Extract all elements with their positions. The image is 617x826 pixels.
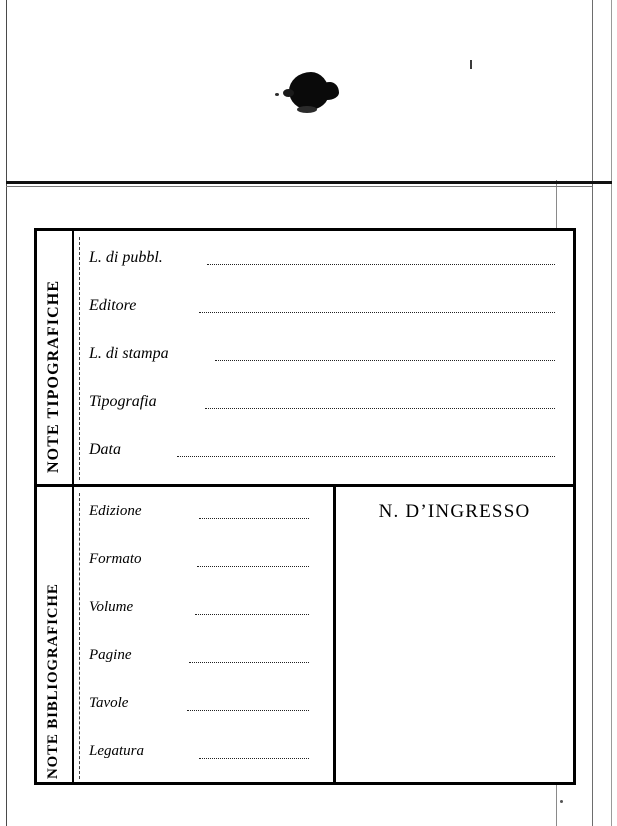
caption-divider-top	[72, 231, 74, 484]
field-row[interactable]	[89, 285, 569, 333]
header-rule-secondary	[6, 186, 592, 187]
field-label: L. di stampa	[89, 345, 169, 362]
field-dotted-line[interactable]	[207, 263, 555, 265]
field-row[interactable]	[89, 589, 329, 637]
speck-icon	[275, 93, 279, 96]
field-label: Editore	[89, 297, 137, 314]
page-edge-right	[592, 0, 593, 826]
field-dotted-line[interactable]	[187, 709, 309, 711]
field-label: Formato	[89, 551, 142, 567]
page-edge-left	[6, 0, 7, 826]
field-dotted-line[interactable]	[215, 359, 555, 361]
field-row[interactable]	[89, 733, 329, 781]
speck-icon	[560, 800, 563, 803]
header-rule	[6, 181, 612, 184]
field-row[interactable]	[89, 541, 329, 589]
catalog-card	[34, 228, 576, 785]
field-row[interactable]	[89, 685, 329, 733]
field-row[interactable]	[89, 333, 569, 381]
field-label: Tipografia	[89, 393, 157, 410]
field-dotted-line[interactable]	[189, 661, 309, 663]
field-label: Volume	[89, 599, 134, 615]
field-label: Tavole	[89, 695, 129, 711]
field-label: Legatura	[89, 743, 145, 759]
field-label: Data	[89, 441, 121, 458]
bibliographic-fields	[89, 493, 329, 781]
field-row[interactable]	[89, 637, 329, 685]
field-dotted-line[interactable]	[205, 407, 555, 409]
field-row[interactable]	[89, 237, 569, 285]
field-dotted-line[interactable]	[197, 565, 309, 567]
typographic-fields	[89, 237, 569, 477]
section-caption-bibliographic: NOTE BIBLIOGRAFICHE	[45, 583, 61, 779]
page-edge-far-right	[611, 0, 612, 826]
field-dotted-line[interactable]	[195, 613, 309, 615]
field-label: Pagine	[89, 647, 132, 663]
field-row[interactable]	[89, 429, 569, 477]
field-dotted-line[interactable]	[199, 311, 555, 313]
caption-divider-bottom	[72, 487, 74, 785]
entry-number-title: N. D’INGRESSO	[378, 501, 531, 522]
entry-number-panel[interactable]	[336, 487, 573, 785]
dashed-guide-top	[79, 237, 80, 480]
field-label: L. di pubbl.	[89, 249, 163, 266]
field-row[interactable]	[89, 381, 569, 429]
field-row[interactable]	[89, 493, 329, 541]
field-dotted-line[interactable]	[177, 455, 555, 457]
ink-blot-icon	[283, 68, 339, 116]
section-caption-typographic: NOTE TIPOGRAFICHE	[45, 279, 62, 473]
speck-icon	[470, 60, 472, 69]
field-label: Edizione	[89, 503, 142, 519]
field-dotted-line[interactable]	[199, 757, 309, 759]
field-dotted-line[interactable]	[199, 517, 309, 519]
dashed-guide-bottom	[79, 493, 80, 779]
